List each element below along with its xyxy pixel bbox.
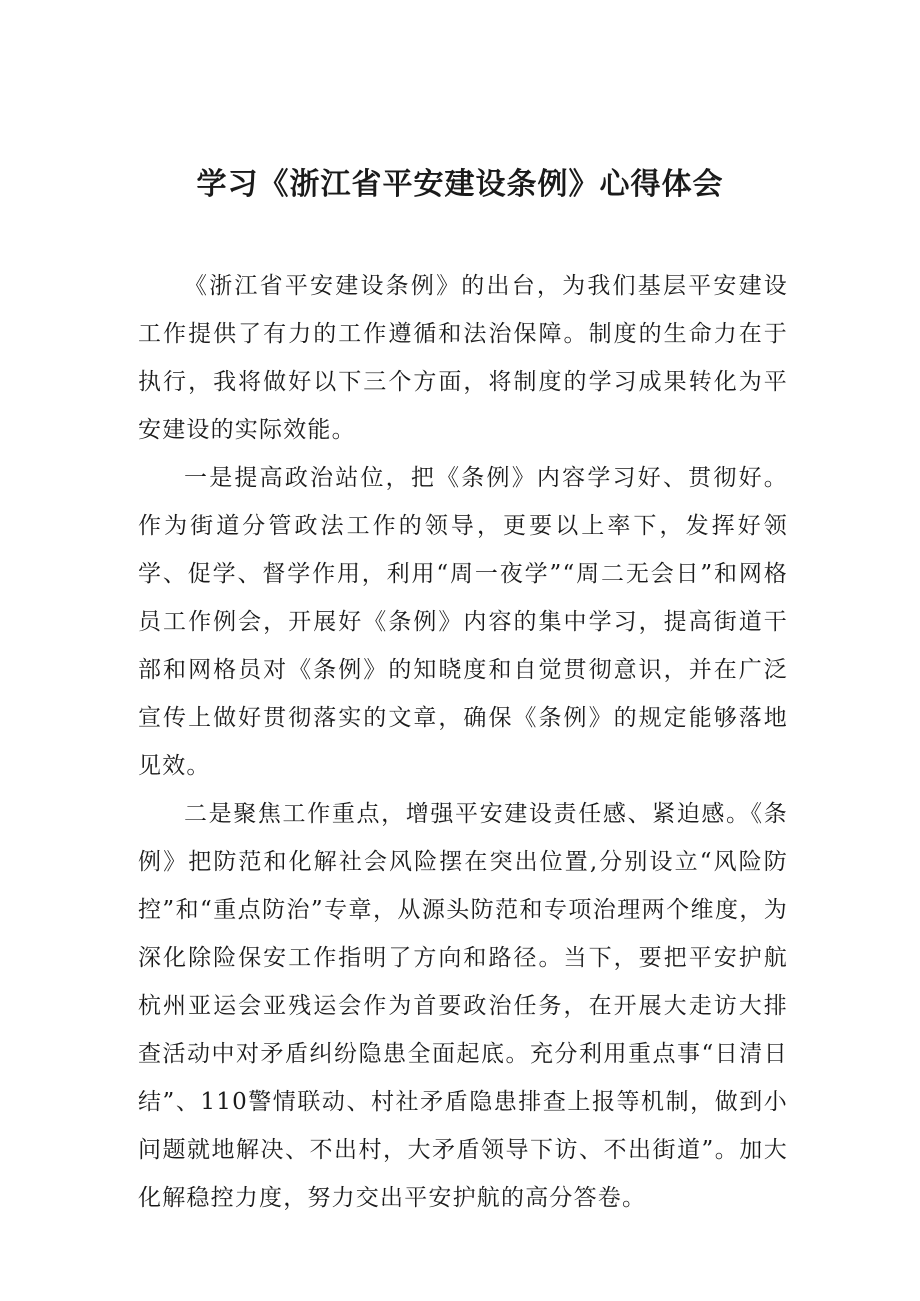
document-body [138, 262, 788, 1222]
paragraph-point-two: 二是聚焦工作重点，增强平安建设责任感、紧迫感。《条例》把防范和化解社会风险摆在突出位置,分别设立“风险防控”和“重点防治”专章，从源头防范和专项治理两个维度，为深化除险保安工作指明了方向和路径。当下，要把平安护航杭州亚运会亚残运会作为首要政治任务，在开展大走访大排查活动中对矛盾纠纷隐患全面起底。充分利用重点事“日清日结”、110警情联动、村社矛盾隐患排查上报等机制，做到小问题就地解决、不出村，大矛盾领导下访、不出街道”。加大化解稳控力度，努力交出平安护航的高分答卷。 [138, 801, 788, 1211]
document-title: 学习《浙江省平安建设条例》心得体会 [196, 167, 724, 202]
paragraph-point-one: 一是提高政治站位，把《条例》内容学习好、贯彻好。作为街道分管政法工作的领导，更要以上率下，发挥好领学、促学、督学作用，利用“周一夜学”“周二无会日”和网格员工作例会，开展好《条例》内容的集中学习，提高街道干部和网格员对《条例》的知晓度和自觉贯彻意识，并在广泛宣传上做好贯彻落实的文章，确保《条例》的规定能够落地见效。 [138, 465, 788, 779]
paragraph-intro: 《浙江省平安建设条例》的出台，为我们基层平安建设工作提供了有力的工作遵循和法治保障。制度的生命力在于执行，我将做好以下三个方面，将制度的学习成果转化为平安建设的实际效能。 [138, 273, 788, 443]
